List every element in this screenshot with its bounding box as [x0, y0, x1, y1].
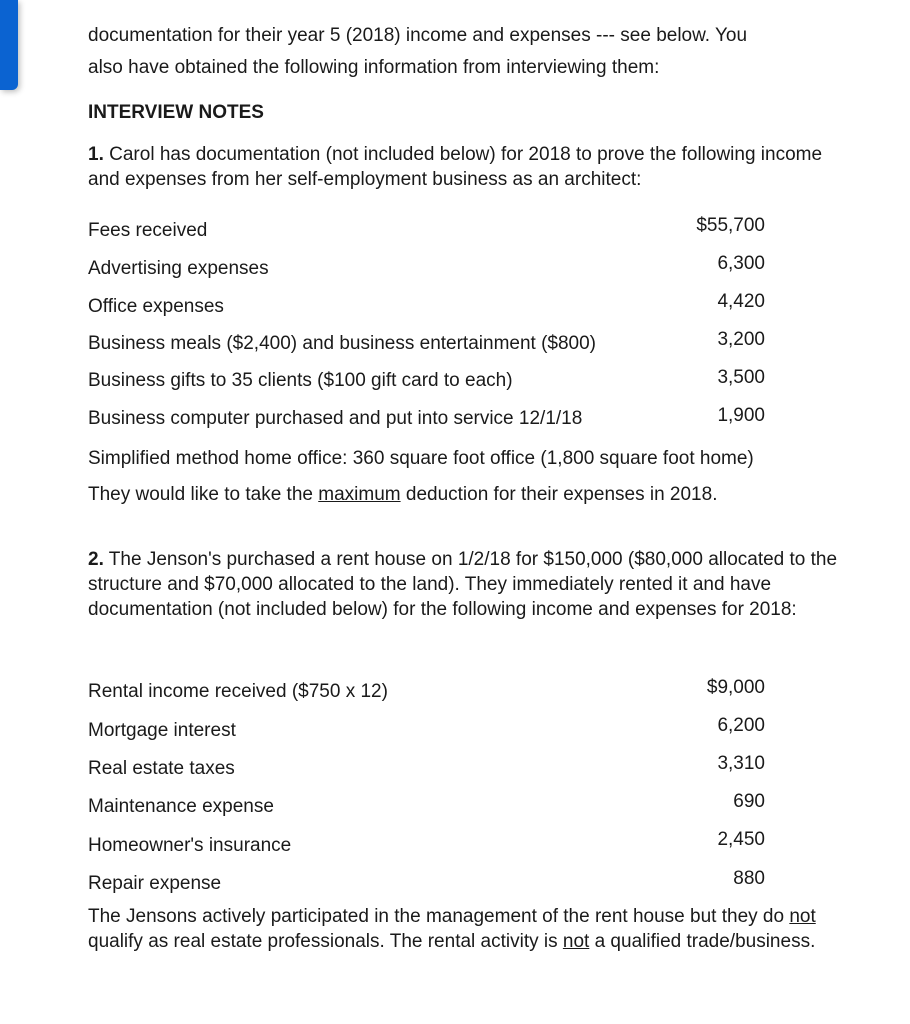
- note2-item-amount: $9,000: [706, 677, 765, 698]
- note2-item-label: Homeowner's insurance: [88, 835, 292, 856]
- note2-item-amount: 2,450: [717, 829, 765, 850]
- note2-item-label: Rental income received ($750 x 12): [88, 681, 388, 702]
- closing-text: They would like to take the: [88, 484, 319, 505]
- closing-underlined: not: [562, 931, 590, 952]
- intro-line-2: also have obtained the following information from interviewing them:: [88, 57, 660, 78]
- side-panel-tab[interactable]: [0, 0, 18, 90]
- closing-underlined: not: [789, 906, 816, 927]
- note1-item-label: Fees received: [88, 220, 208, 241]
- note1-item-amount: 1,900: [717, 405, 765, 426]
- note1-item-amount: 6,300: [717, 253, 765, 274]
- note2-item-label: Repair expense: [88, 873, 222, 894]
- note-1-text: [88, 142, 858, 192]
- note2-item-amount: 6,200: [717, 715, 765, 736]
- note-2-closing: [88, 904, 858, 954]
- note2-item-label: Mortgage interest: [88, 720, 236, 741]
- intro-line-1: documentation for their year 5 (2018) income and expenses --- see below. You: [88, 25, 748, 46]
- note1-item-amount: 3,200: [717, 329, 765, 350]
- closing-underlined: maximum: [318, 484, 401, 505]
- note1-item-label: Advertising expenses: [88, 258, 269, 279]
- note1-item-label: Business computer purchased and put into service 12/1/18: [88, 408, 583, 429]
- closing-text: qualify as real estate professionals. The rental activity is: [88, 931, 563, 952]
- note-2-number: 2.: [88, 549, 104, 570]
- note2-item-amount: 880: [733, 868, 765, 889]
- note-2-body: The Jenson's purchased a rent house on 1/2/18 for $150,000 ($80,000 allocated to the structure and $70,000 allocated to the land). They immediately rented it and have documentation (not included below) for the following income and expenses for 2018:: [88, 549, 838, 620]
- home-office-line: Simplified method home office: 360 square foot office (1,800 square foot home): [88, 448, 754, 469]
- closing-text: deduction for their expenses in 2018.: [400, 484, 718, 505]
- note1-item-amount: 4,420: [717, 291, 765, 312]
- note2-item-amount: 690: [733, 791, 765, 812]
- note2-item-amount: 3,310: [717, 753, 765, 774]
- closing-text: The Jensons actively participated in the management of the rent house but they do: [88, 906, 790, 927]
- note-1-number: 1.: [88, 144, 104, 165]
- note1-item-amount: $55,700: [696, 215, 765, 236]
- note-1-body: Carol has documentation (not included below) for 2018 to prove the following income and expenses from her self-employment business as an architect:: [88, 144, 823, 190]
- note1-item-amount: 3,500: [717, 367, 765, 388]
- note1-item-label: Business gifts to 35 clients ($100 gift card to each): [88, 370, 513, 391]
- section-heading: INTERVIEW NOTES: [88, 102, 264, 123]
- closing-text: a qualified trade/business.: [589, 931, 816, 952]
- note2-item-label: Maintenance expense: [88, 796, 274, 817]
- note2-item-label: Real estate taxes: [88, 758, 235, 779]
- note1-item-label: Business meals ($2,400) and business entertainment ($800): [88, 333, 597, 354]
- note-2-text: [88, 547, 858, 622]
- note-1-closing: [88, 482, 717, 507]
- note1-item-label: Office expenses: [88, 296, 224, 317]
